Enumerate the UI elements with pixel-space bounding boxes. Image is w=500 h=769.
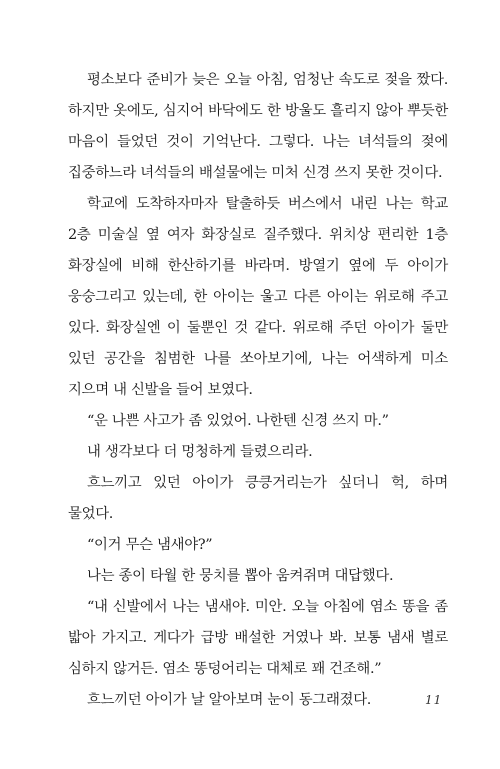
paragraph: 흐느끼고 있던 아이가 킁킁거리는가 싶더니 헉, 하며 물었다.	[68, 475, 448, 522]
page-number: 11	[425, 693, 443, 707]
paragraph: 평소보다 준비가 늦은 오늘 아침, 엄청난 속도로 젖을 짰다. 하지만 옷에도, 심지어 바닥에도 한 방울도 흘리지 않아 뿌듯한 마음이 들었던 것이 기억난다. 그렇다. 나는 녀석들의 젖에 집중하느라 녀석들의 배설물에는 미처 신경 쓰지 못한 것이다.	[68, 72, 448, 181]
dialogue-line: “이거 무슨 냄새야?”	[87, 537, 213, 553]
paragraph: 학교에 도착하자마자 탈출하듯 버스에서 내린 나는 학교 2층 미술실 옆 여자 화장실로 질주했다. 위치상 편리한 1층 화장실에 비해 한산하기를 바라며. 방열기 옆에 두 아이가 웅숭그리고 있는데, 한 아이는 울고 다른 아이는 위로해 주고 있다. 화장실엔 이 둘뿐인 것 같다. 위로해 주던 아이가 둘만 있던 공간을 침범한 나를 쏘아보기에, 나는 어색하게 미소 지으며 내 신발을 들어 보였다.	[68, 196, 448, 398]
dialogue-line: “운 나쁜 사고가 좀 있었어. 나한텐 신경 쓰지 마.”	[87, 413, 389, 429]
paragraph: 내 생각보다 더 멍청하게 들렸으리라.	[87, 444, 313, 460]
body-text	[68, 65, 448, 716]
dialogue-line: “내 신발에서 나는 냄새야. 미안. 오늘 아침에 염소 똥을 좀 밟아 가지고. 게다가 급방 배설한 거였나 봐. 보통 냄새 별로 심하지 않거든. 염소 똥덩어리는 대체로 꽤 건조해.”	[68, 599, 448, 677]
paragraph: 흐느끼던 아이가 날 알아보며 눈이 동그래졌다.	[87, 692, 372, 708]
paragraph: 나는 종이 타월 한 뭉치를 뽑아 움켜쥐며 대답했다.	[87, 568, 394, 584]
